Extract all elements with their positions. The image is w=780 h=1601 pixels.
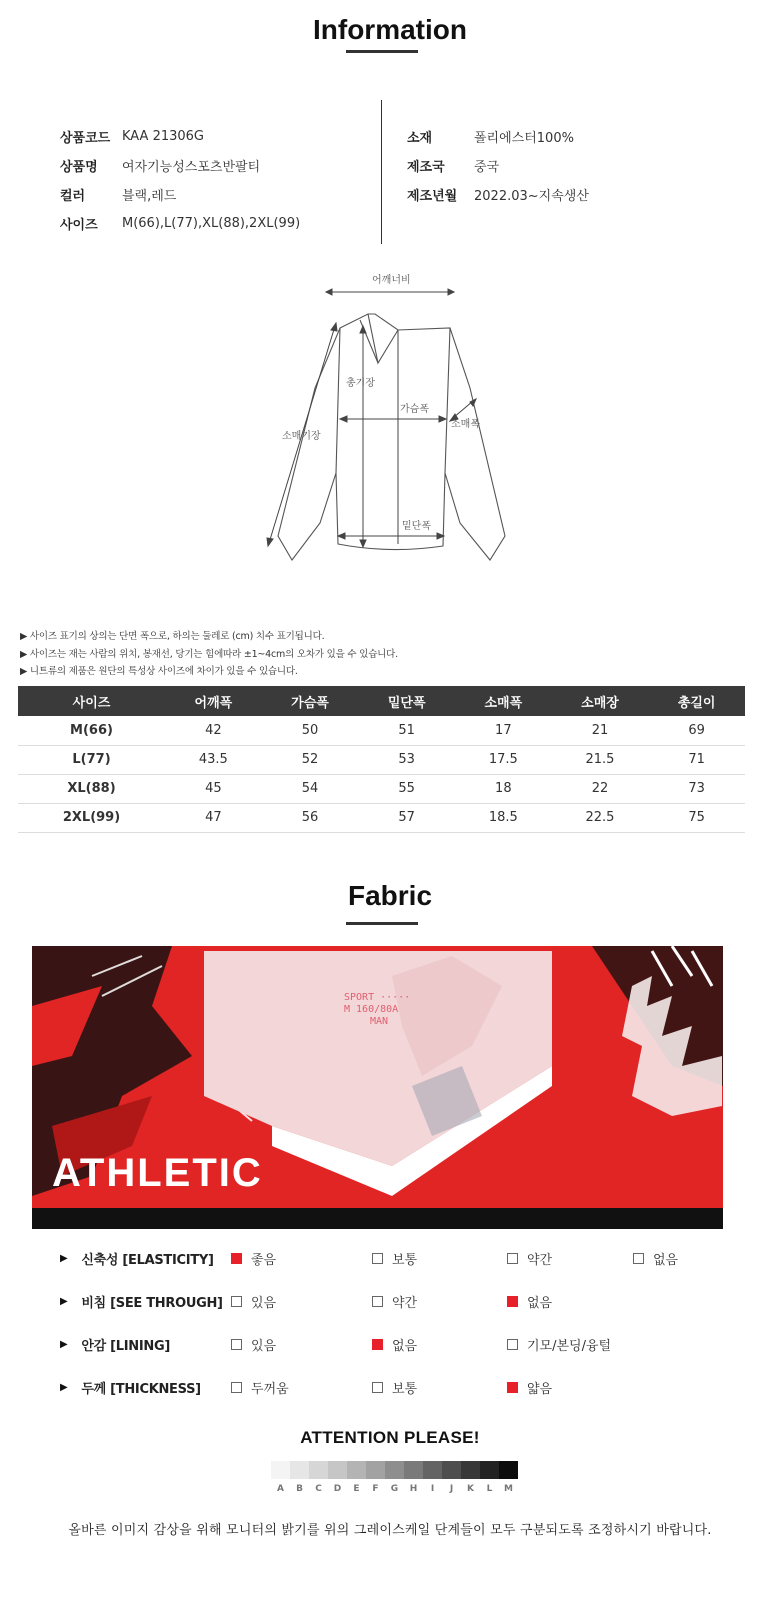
table-cell: M(66) xyxy=(18,716,165,745)
grayscale-swatch xyxy=(423,1461,442,1479)
checkbox-empty-icon xyxy=(231,1339,242,1350)
info-row xyxy=(407,180,589,209)
table-cell: 17 xyxy=(455,716,552,745)
property-option xyxy=(507,1292,552,1311)
fabric-title: Fabric xyxy=(347,880,433,911)
table-cell: 21 xyxy=(552,716,649,745)
grayscale-swatch xyxy=(290,1461,309,1479)
info-row xyxy=(60,209,300,238)
table-cell: 51 xyxy=(358,716,455,745)
option-label: 보통 xyxy=(392,1381,418,1397)
info-value: 폴리에스터100% xyxy=(474,131,574,146)
table-cell: L(77) xyxy=(18,745,165,774)
grayscale-swatch xyxy=(366,1461,385,1479)
info-label: 상품명 xyxy=(60,160,98,175)
length-label: 총기장 xyxy=(346,378,375,389)
footer-note: 올바른 이미지 감상을 위해 모니터의 밝기를 위의 그레이스케일 단계들이 모두 구분되도록 조정하시기 바랍니다. xyxy=(68,1523,712,1538)
header-cell: 소매폭 xyxy=(455,686,552,716)
info-label: 상품코드 xyxy=(60,131,111,146)
checkbox-empty-icon xyxy=(507,1339,518,1350)
table-header-row xyxy=(18,686,745,716)
property-option xyxy=(231,1335,276,1354)
option-label: 약간 xyxy=(527,1252,553,1268)
hem-label: 밑단폭 xyxy=(402,521,431,532)
grayscale-bar xyxy=(271,1461,518,1479)
option-label: 약간 xyxy=(392,1295,418,1311)
table-cell: 2XL(99) xyxy=(18,803,165,832)
info-row xyxy=(60,180,300,209)
header-cell: 사이즈 xyxy=(18,686,165,716)
grayscale-letter: J xyxy=(449,1484,454,1494)
grayscale-letter: H xyxy=(409,1484,418,1494)
checkbox-empty-icon xyxy=(633,1253,644,1264)
table-cell: 22 xyxy=(552,774,649,803)
option-label: 없음 xyxy=(527,1295,553,1311)
sleeve-width-label: 소매폭 xyxy=(451,419,480,430)
grayscale-letter: D xyxy=(333,1484,342,1494)
header-cell: 가슴폭 xyxy=(262,686,359,716)
option-label: 기모/본딩/융털 xyxy=(527,1338,612,1354)
checkbox-checked-icon xyxy=(372,1339,383,1350)
info-right-column xyxy=(407,122,589,209)
label-line1: SPORT ····· xyxy=(344,992,411,1003)
athletic-print-text: ATHLETIC xyxy=(52,1151,263,1195)
option-label: 보통 xyxy=(392,1252,418,1268)
chest-label: 가슴폭 xyxy=(400,404,429,415)
header-cell: 총길이 xyxy=(648,686,745,716)
table-cell: 50 xyxy=(262,716,359,745)
note-line: ▶ 사이즈는 재는 사람의 위치, 봉재선, 당기는 힘에따라 ±1~4cm의 오차가 있을 수 있습니다. xyxy=(20,648,398,660)
property-option xyxy=(372,1335,417,1354)
property-name xyxy=(60,1335,230,1354)
header-cell: 소매장 xyxy=(552,686,649,716)
grayscale-swatch xyxy=(461,1461,480,1479)
header-cell: 밑단폭 xyxy=(358,686,455,716)
grayscale-swatch xyxy=(499,1461,518,1479)
grayscale-letter: M xyxy=(504,1484,513,1494)
table-cell: 54 xyxy=(262,774,359,803)
info-label: 제조국 xyxy=(407,160,445,175)
grayscale-letter: E xyxy=(353,1484,360,1494)
checkbox-empty-icon xyxy=(372,1253,383,1264)
property-label: 비침 [SEE THROUGH] xyxy=(81,1295,223,1311)
info-value: 블랙,레드 xyxy=(122,189,177,204)
info-label: 소재 xyxy=(407,131,433,146)
checkbox-empty-icon xyxy=(231,1382,242,1393)
grayscale-swatch xyxy=(385,1461,404,1479)
grayscale-swatch xyxy=(328,1461,347,1479)
table-cell: 21.5 xyxy=(552,745,649,774)
info-divider xyxy=(381,100,382,244)
option-label: 없음 xyxy=(653,1252,679,1268)
grayscale-letter: C xyxy=(315,1484,322,1494)
table-row xyxy=(18,745,745,774)
property-option xyxy=(372,1292,417,1311)
grayscale-letters xyxy=(271,1484,518,1494)
shoulder-label: 어깨너비 xyxy=(372,275,411,286)
note-line: ▶ 사이즈 표기의 상의는 단면 폭으로, 하의는 둘레로 (cm) 치수 표기됩니다. xyxy=(20,631,325,642)
info-label: 제조년월 xyxy=(407,189,458,204)
size-diagram xyxy=(260,268,520,578)
grayscale-letter: L xyxy=(486,1484,493,1494)
fabric-closeup-photo xyxy=(32,946,723,1229)
table-cell: 47 xyxy=(165,803,262,832)
title-underline xyxy=(346,922,418,925)
info-label: 사이즈 xyxy=(60,218,98,233)
checkbox-empty-icon xyxy=(231,1296,242,1307)
triangle-bullet-icon: ▶ xyxy=(60,1295,68,1307)
property-option xyxy=(231,1249,276,1268)
table-cell: 73 xyxy=(648,774,745,803)
table-cell: 55 xyxy=(358,774,455,803)
table-cell: 71 xyxy=(648,745,745,774)
size-notes xyxy=(20,628,398,681)
checkbox-checked-icon xyxy=(507,1296,518,1307)
header-cell: 어깨폭 xyxy=(165,686,262,716)
property-label: 안감 [LINING] xyxy=(81,1338,171,1354)
information-title: Information xyxy=(313,14,467,45)
table-cell: 53 xyxy=(358,745,455,774)
property-option xyxy=(372,1378,417,1397)
property-name xyxy=(60,1292,230,1311)
property-option xyxy=(507,1335,611,1354)
grayscale-letter: B xyxy=(296,1484,303,1494)
triangle-bullet-icon: ▶ xyxy=(60,1338,68,1350)
title-underline xyxy=(346,50,418,53)
info-row xyxy=(60,151,300,180)
note-line: ▶ 니트류의 제품은 원단의 특성상 사이즈에 차이가 있을 수 있습니다. xyxy=(20,666,298,677)
attention-title: ATTENTION PLEASE! xyxy=(300,1428,480,1447)
property-name xyxy=(60,1249,230,1268)
label-line3: MAN xyxy=(370,1016,389,1027)
table-cell: XL(88) xyxy=(18,774,165,803)
property-name xyxy=(60,1378,230,1397)
size-table xyxy=(18,686,745,833)
info-left-column xyxy=(60,122,300,238)
info-value: KAA 21306G xyxy=(122,129,205,144)
label-line2: M 160/80A xyxy=(344,1004,399,1015)
property-option xyxy=(507,1249,552,1268)
table-cell: 56 xyxy=(262,803,359,832)
table-cell: 43.5 xyxy=(165,745,262,774)
grayscale-swatch xyxy=(347,1461,366,1479)
triangle-bullet-icon: ▶ xyxy=(60,1381,68,1393)
table-row xyxy=(18,774,745,803)
grayscale-swatch xyxy=(404,1461,423,1479)
property-option xyxy=(633,1249,678,1268)
property-option xyxy=(372,1249,417,1268)
info-label: 컬러 xyxy=(60,189,86,204)
sleeve-length-label: 소매기장 xyxy=(282,431,321,442)
table-cell: 69 xyxy=(648,716,745,745)
grayscale-swatch xyxy=(480,1461,499,1479)
info-value: 2022.03~지속생산 xyxy=(474,189,589,204)
property-option xyxy=(231,1292,276,1311)
property-option xyxy=(231,1378,289,1397)
grayscale-letter: I xyxy=(430,1484,435,1494)
checkbox-empty-icon xyxy=(372,1382,383,1393)
grayscale-letter: F xyxy=(372,1484,379,1494)
table-cell: 18 xyxy=(455,774,552,803)
option-label: 좋음 xyxy=(251,1252,277,1268)
property-option xyxy=(507,1378,552,1397)
table-row xyxy=(18,716,745,745)
option-label: 없음 xyxy=(392,1338,418,1354)
table-cell: 52 xyxy=(262,745,359,774)
table-row xyxy=(18,803,745,832)
table-cell: 22.5 xyxy=(552,803,649,832)
table-cell: 18.5 xyxy=(455,803,552,832)
checkbox-empty-icon xyxy=(372,1296,383,1307)
option-label: 두꺼움 xyxy=(251,1381,289,1397)
grayscale-letter: K xyxy=(467,1484,474,1494)
grayscale-letter: G xyxy=(390,1484,399,1494)
info-row xyxy=(407,122,589,151)
option-label: 얇음 xyxy=(527,1381,553,1397)
table-cell: 17.5 xyxy=(455,745,552,774)
grayscale-swatch xyxy=(271,1461,290,1479)
checkbox-checked-icon xyxy=(507,1382,518,1393)
grayscale-letter: A xyxy=(277,1484,284,1494)
info-row xyxy=(60,122,300,151)
triangle-bullet-icon: ▶ xyxy=(60,1252,68,1264)
fabric-photo-illustration xyxy=(32,946,723,1229)
info-value: 여자기능성스포츠반팔티 xyxy=(122,160,261,175)
property-label: 신축성 [ELASTICITY] xyxy=(81,1252,214,1268)
grayscale-swatch xyxy=(309,1461,328,1479)
table-cell: 75 xyxy=(648,803,745,832)
checkbox-checked-icon xyxy=(231,1253,242,1264)
checkbox-empty-icon xyxy=(507,1253,518,1264)
option-label: 있음 xyxy=(251,1338,277,1354)
property-label: 두께 [THICKNESS] xyxy=(81,1381,201,1397)
table-cell: 42 xyxy=(165,716,262,745)
table-cell: 45 xyxy=(165,774,262,803)
shirt-outline-diagram xyxy=(260,268,520,578)
grayscale-swatch xyxy=(442,1461,461,1479)
info-row xyxy=(407,151,589,180)
info-value: 중국 xyxy=(474,160,500,175)
info-value: M(66),L(77),XL(88),2XL(99) xyxy=(122,216,301,231)
collar-left xyxy=(368,314,398,363)
table-cell: 57 xyxy=(358,803,455,832)
option-label: 있음 xyxy=(251,1295,277,1311)
